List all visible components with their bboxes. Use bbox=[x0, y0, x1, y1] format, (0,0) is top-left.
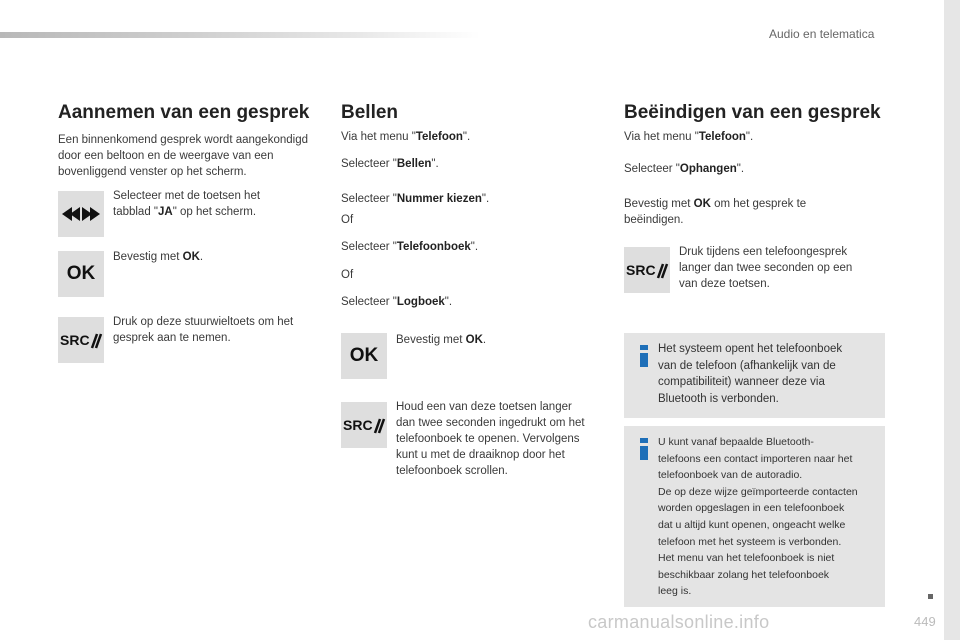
src-phone-button-icon bbox=[624, 247, 670, 293]
info-box-import-contacts: U kunt vanaf bepaalde Bluetooth- telefoons een contact importeren naar het telefoonboek van de autoradio. De op deze wijze geïmporteerde contacten worden opgeslagen in een telefoonboek dat u altijd kunt openen, ongeacht welke telefoon met het systeem is verbonden. Het menu van het telefoonboek is niet beschikbaar zolang het telefoonboek leeg is. bbox=[624, 426, 885, 607]
info-box-phonebook: Het systeem opent het telefoonboek van de telefoon (afhankelijk van de compatibiliteit) wanneer deze via Bluetooth is verbonden. bbox=[624, 333, 885, 418]
step-confirm-ok: Bevestig met OK. bbox=[113, 251, 204, 263]
via-menu-telefoon: Via het menu "Telefoon". bbox=[624, 131, 754, 143]
press-during-call-text: Druk tijdens een telefoongesprek langer dan twee seconden op een van deze toetsen. bbox=[679, 246, 853, 290]
header-gradient-bar bbox=[0, 32, 480, 38]
svg-text:SRC: SRC bbox=[626, 262, 656, 278]
select-ophangen: Selecteer "Ophangen". bbox=[624, 163, 745, 175]
hold-keys-text: Houd een van deze toetsen langer dan twee seconden ingedrukt om het telefoonboek te openen. Vervolgens kunt u met de draaiknop door het telefoonboek scrollen. bbox=[396, 401, 585, 477]
info-icon bbox=[640, 438, 648, 460]
select-nummer-kiezen: Selecteer "Nummer kiezen". bbox=[341, 193, 490, 205]
step-press-wheel-key: Druk op deze stuurwieltoets om het gesprek aan te nemen. bbox=[113, 316, 294, 344]
page-marker bbox=[928, 594, 933, 599]
section-title: Audio en telematica bbox=[769, 27, 875, 41]
ok-button-icon: OK bbox=[341, 333, 387, 379]
via-menu-telefoon: Via het menu "Telefoon". bbox=[341, 131, 471, 143]
info-icon bbox=[640, 345, 648, 367]
select-logboek: Selecteer "Logboek". bbox=[341, 296, 453, 308]
src-phone-button-icon bbox=[58, 317, 104, 363]
watermark: carmanualsonline.info bbox=[588, 612, 770, 632]
intro-text: Een binnenkomend gesprek wordt aangekondigd door een beltoon en de weergave van een bovenliggend venster op het scherm. bbox=[58, 134, 308, 178]
select-telefoonboek: Selecteer "Telefoonboek". bbox=[341, 241, 479, 253]
heading-answer-call: Aannemen van een gesprek bbox=[58, 102, 310, 123]
svg-text:SRC: SRC bbox=[60, 332, 90, 348]
page-edge-strip bbox=[944, 0, 960, 640]
confirm-end-call: Bevestig met OK om het gesprek te beëindigen. bbox=[624, 198, 807, 226]
svg-text:SRC: SRC bbox=[343, 417, 373, 433]
heading-call: Bellen bbox=[341, 102, 399, 123]
step-select-ja: Selecteer met de toetsen het tabblad "JA" op het scherm. bbox=[113, 190, 261, 218]
or-text: Of bbox=[341, 269, 354, 281]
arrow-keys-icon bbox=[58, 191, 104, 237]
heading-end-call: Beëindigen van een gesprek bbox=[624, 102, 881, 123]
src-phone-button-icon bbox=[341, 402, 387, 448]
page-number: 449 bbox=[914, 614, 936, 629]
confirm-ok: Bevestig met OK. bbox=[396, 334, 487, 346]
or-text: Of bbox=[341, 214, 354, 226]
ok-button-icon: OK bbox=[58, 251, 104, 297]
select-bellen: Selecteer "Bellen". bbox=[341, 158, 439, 170]
